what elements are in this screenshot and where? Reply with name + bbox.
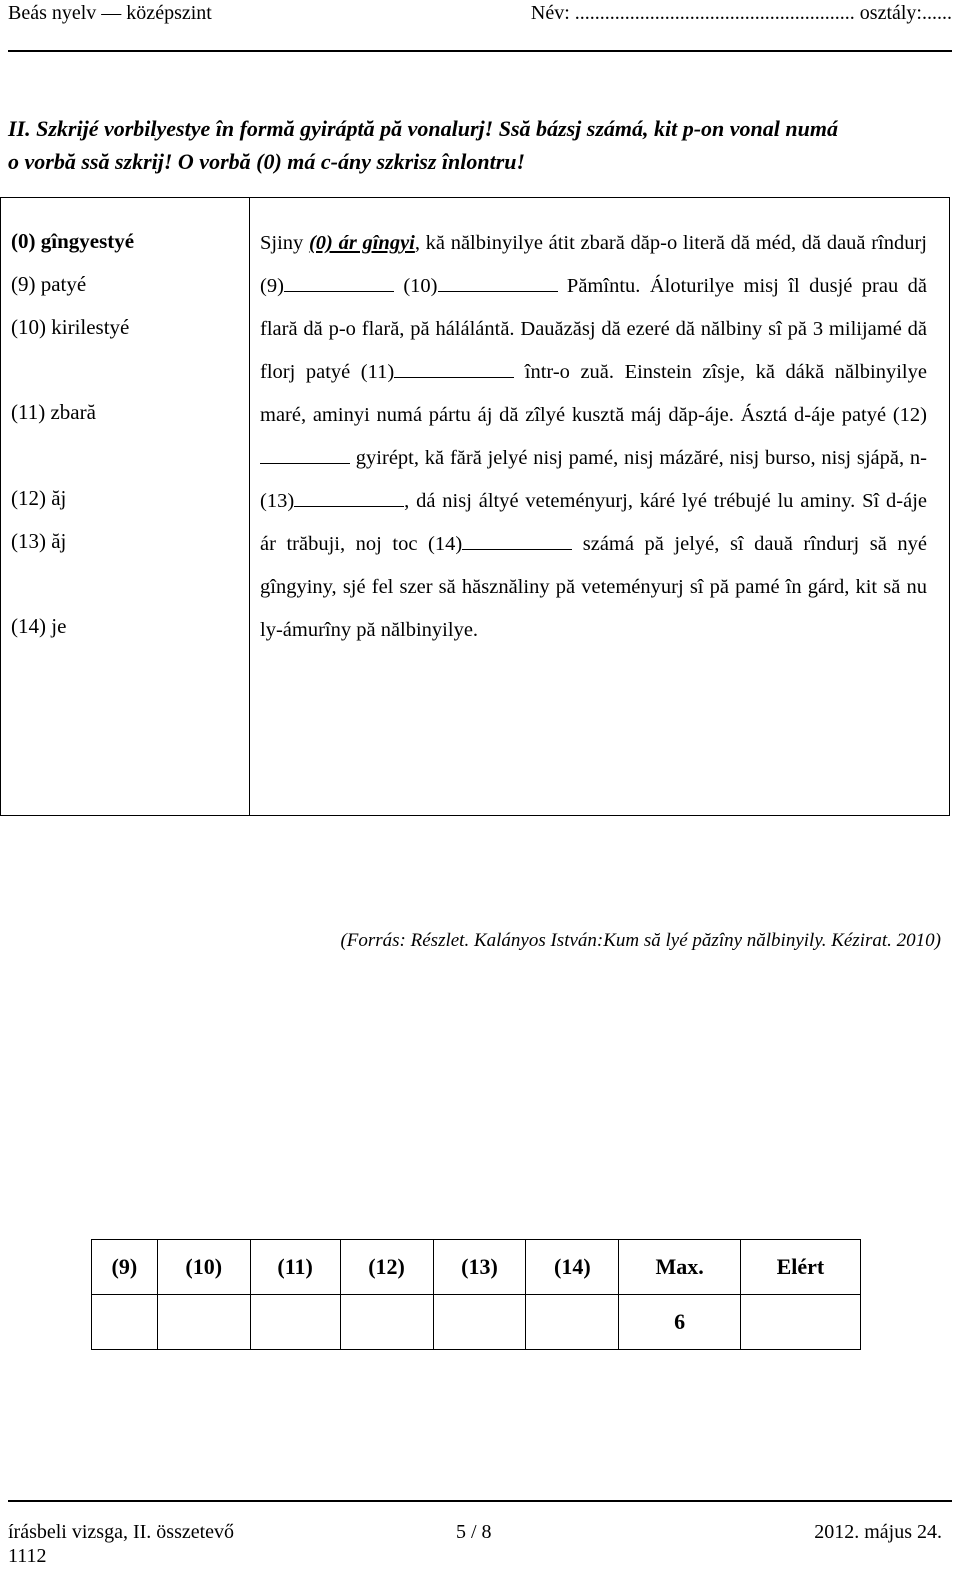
word-10: (10) kirilestyé (11, 315, 130, 339)
score-header: (14) (526, 1240, 619, 1295)
score-header: (11) (250, 1240, 340, 1295)
page-number: 5 / 8 (456, 1521, 492, 1543)
word-12: (12) ăj (11, 486, 67, 510)
passage-part: într-o zuă. Einstein zîsje, kă dákă nălbinyilye maré, aminyi numá pártu áj dă zîlyé kusztă máj dăp-áje. Ásztá d-áje patyé (12) (260, 361, 927, 426)
score-cell[interactable] (157, 1295, 250, 1350)
example-answer: (0) ár gîngyi (308, 232, 415, 254)
score-cell[interactable] (433, 1295, 526, 1350)
footer-code: 1112 (8, 1545, 47, 1567)
blank-14[interactable] (462, 533, 572, 550)
passage-part: Pămîntu. Áloturilye misj îl dusjé prau dă flară dă p-o flară, pă hálálántă. Dauăzăsj dă ezeré dă nălbiny sî pă 3 milijamé dă florj patyé (11) (260, 275, 927, 383)
blank-11[interactable] (394, 361, 514, 378)
score-header: (9) (92, 1240, 158, 1295)
header-subject: Beás nyelv — középszint (8, 2, 212, 24)
instruction-line-1: II. Szkrijé vorbilyestye în formă gyiráptă pă vonalurj! Ssă bázsj számá, kit p-on vonal numá (8, 116, 838, 141)
passage-part: , dá nisj áltyé veteményurj, káré lyé trébujé lu aminy. Sî d-áje ár trăbuji, noj toc (14) (260, 490, 927, 555)
header-rule (8, 50, 952, 52)
page-header (8, 0, 952, 30)
blank-9[interactable] (284, 275, 394, 292)
score-header-row (92, 1240, 861, 1295)
score-header: Max. (619, 1240, 741, 1295)
word-13: (13) ăj (11, 529, 67, 553)
footer-date: 2012. május 24. (814, 1521, 942, 1543)
passage-text (260, 222, 927, 652)
footer-exam: írásbeli vizsga, II. összetevő (8, 1521, 235, 1543)
score-table (91, 1239, 861, 1350)
word-11: (11) zbară (11, 400, 96, 424)
passage-part: gyirépt, kă fără jelyé nisj pamé, nisj mázăré, nisj burso, nisj sjápă, n-(13) (260, 447, 927, 512)
score-cell[interactable] (526, 1295, 619, 1350)
score-cell[interactable] (92, 1295, 158, 1350)
blank-13[interactable] (294, 490, 404, 507)
blank-10[interactable] (438, 275, 558, 292)
word-9: (9) patyé (11, 272, 87, 296)
score-header: (10) (157, 1240, 250, 1295)
word-14: (14) je (11, 614, 67, 638)
passage-part: , kă nălbinyilye átit zbară dăp-o literă dă méd, dă dauă rîndurj (9) (260, 232, 927, 297)
source-citation: (Forrás: Részlet. Kalányos István:Kum să lyé păzîny nălbinyily. Kézirat. 2010) (340, 930, 941, 951)
passage-part: (10) (393, 275, 438, 297)
passage-part: Sjiny (260, 232, 309, 254)
score-header: Elért (740, 1240, 860, 1295)
max-score-cell: 6 (619, 1295, 741, 1350)
score-header: (12) (340, 1240, 433, 1295)
blank-12[interactable] (260, 447, 350, 464)
column-divider (249, 198, 250, 815)
word-0: (0) gîngyestyé (11, 229, 135, 253)
achieved-score-cell[interactable] (740, 1295, 860, 1350)
instruction-line-2: o vorbă ssă szkrij! O vorbă (0) má c-ány szkrisz înlontru! (8, 149, 526, 174)
score-value-row (92, 1295, 861, 1350)
score-header: (13) (433, 1240, 526, 1295)
score-cell[interactable] (250, 1295, 340, 1350)
header-name-class: Név: ........................................................ osztály:...... (530, 2, 952, 24)
task-instruction (8, 112, 952, 178)
score-cell[interactable] (340, 1295, 433, 1350)
footer-rule (8, 1500, 952, 1502)
passage-part: számá pă jelyé, sî dauă rîndurj să nyé gîngyiny, sjé fel szer să hăsznăliny pă veteményurj sî pă pamé în gárd, kit să nu ly-ámurîny pă nălbinyilye. (260, 533, 927, 641)
